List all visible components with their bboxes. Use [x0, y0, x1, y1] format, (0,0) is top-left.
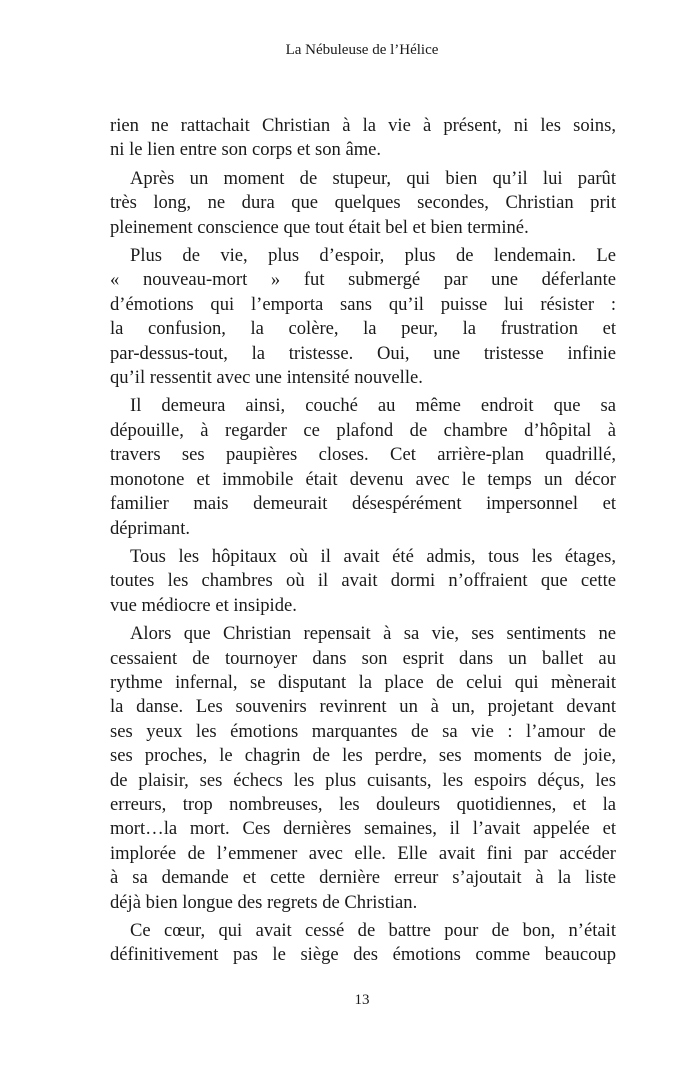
paragraph [110, 622, 616, 915]
text-line: de plaisir, ses échecs les plus cuisants, les espoirs déçus, les [110, 769, 616, 791]
text-line: toutes les chambres où il avait dormi n’offraient que cette [110, 570, 616, 592]
paragraph [110, 167, 616, 240]
text-line: implorée de l’emmener avec elle. Elle avait fini par accéder [110, 842, 616, 864]
text-line: Alors que Christian repensait à sa vie, ses sentiments ne [130, 623, 616, 645]
text-line: ni le lien entre son corps et son âme. [110, 139, 382, 161]
page-number: 13 [354, 992, 370, 1008]
paragraph [110, 919, 616, 968]
text-line: qu’il ressentit avec une intensité nouvelle. [110, 367, 423, 389]
text-line: la danse. Les souvenirs revinrent un à un, projetant devant [110, 696, 616, 718]
text-line: « nouveau-mort » fut submergé par une déferlante [110, 269, 616, 291]
text-line: Plus de vie, plus d’espoir, plus de lendemain. Le [130, 245, 616, 267]
body-text [110, 114, 616, 972]
text-line: définitivement pas le siège des émotions comme beaucoup [110, 944, 616, 966]
text-line: par-dessus-tout, la tristesse. Oui, une tristesse infinie [110, 342, 616, 364]
text-line: Après un moment de stupeur, qui bien qu’il lui parût [130, 167, 616, 189]
text-line: rien ne rattachait Christian à la vie à présent, ni les soins, [110, 115, 616, 136]
text-line: déprimant. [110, 517, 191, 539]
paragraph [110, 394, 616, 540]
text-line: Ce cœur, qui avait cessé de battre pour de bon, n’était [130, 920, 616, 941]
text-line: dépouille, à regarder ce plafond de chambre d’hôpital à [110, 419, 616, 441]
text-line: Tous les hôpitaux où il avait été admis, tous les étages, [130, 545, 616, 567]
text-line: d’émotions qui l’emporta sans qu’il puisse lui résister : [110, 293, 616, 315]
text-line: ses proches, le chagrin de les perdre, ses moments de joie, [110, 745, 616, 767]
paragraph [110, 114, 616, 163]
text-line: à sa demande et cette dernière erreur s’ajoutait à la liste [110, 867, 616, 889]
text-line: mort…la mort. Ces dernières semaines, il l’avait appelée et [110, 818, 616, 840]
text-line: la confusion, la colère, la peur, la frustration et [110, 318, 616, 340]
text-line: familier mais demeurait désespérément impersonnel et [110, 493, 616, 515]
paragraph [110, 545, 616, 618]
text-line: cessaient de tournoyer dans son esprit dans un ballet au [110, 647, 616, 669]
text-line: Il demeura ainsi, couché au même endroit que sa [130, 395, 616, 417]
text-line: déjà bien longue des regrets de Christian. [110, 891, 418, 913]
text-line: monotone et immobile était devenu avec le temps un décor [110, 468, 616, 490]
text-line: erreurs, trop nombreuses, les douleurs quotidiennes, et la [110, 793, 616, 815]
text-line: vue médiocre et insipide. [110, 594, 297, 616]
paragraph [110, 244, 616, 390]
running-header: La Nébuleuse de l’Hélice [285, 42, 439, 58]
text-line: ses yeux les émotions marquantes de sa vie : l’amour de [110, 720, 616, 742]
text-line: travers ses paupières closes. Cet arrière-plan quadrillé, [110, 444, 616, 466]
text-line: très long, ne dura que quelques secondes, Christian prit [110, 192, 616, 214]
text-line: rythme infernal, se disputant la place de celui qui mènerait [110, 671, 616, 693]
text-line: pleinement conscience que tout était bel et bien terminé. [110, 216, 529, 238]
